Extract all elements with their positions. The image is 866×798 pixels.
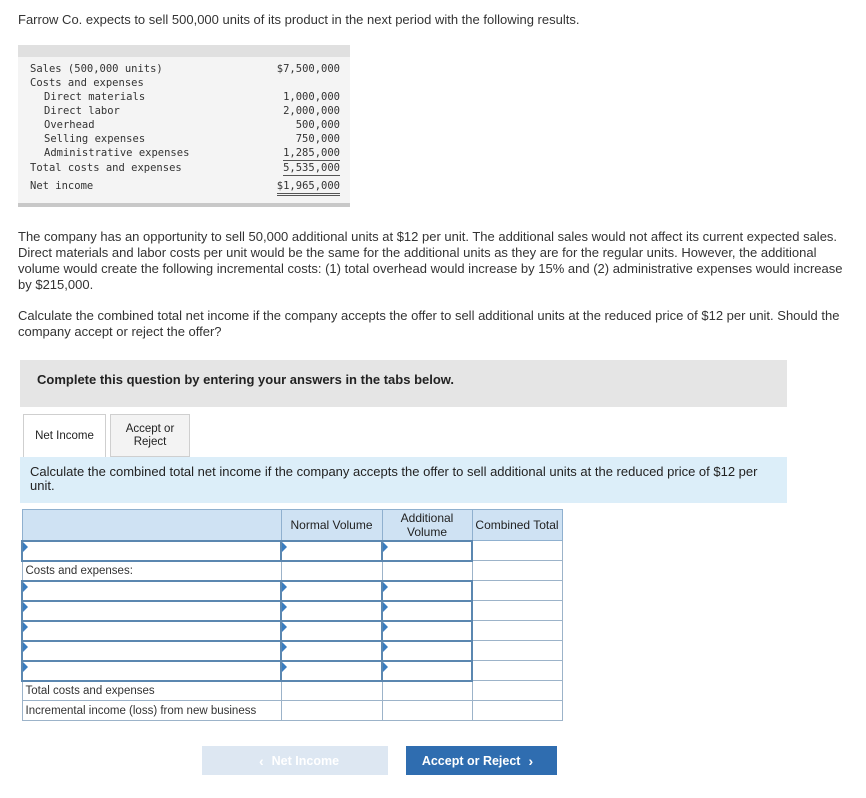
costs-expenses-label: Costs and expenses:	[22, 561, 281, 581]
fin-label: Overhead	[44, 119, 95, 131]
fin-amount: 1,285,000	[283, 147, 340, 159]
combined-total-cell	[472, 541, 562, 561]
fin-label: Administrative expenses	[44, 147, 190, 159]
income-normal-cell	[281, 701, 382, 721]
fin-label: Total costs and expenses	[30, 162, 182, 174]
additional-volume-input[interactable]	[382, 541, 472, 561]
combined-total-cell	[472, 601, 562, 621]
additional-volume-input[interactable]	[382, 621, 472, 641]
fin-label: Sales (500,000 units)	[30, 63, 163, 75]
total-combined-cell	[472, 681, 562, 701]
normal-volume-input[interactable]	[281, 541, 382, 561]
fin-amount: 750,000	[295, 133, 340, 145]
total-normal-cell	[281, 681, 382, 701]
fin-label: Selling expenses	[44, 133, 146, 145]
row-label-select[interactable]	[22, 661, 281, 681]
intro-text: Farrow Co. expects to sell 500,000 units of its product in the next period with the following results.	[18, 12, 580, 27]
empty-cell	[382, 561, 472, 581]
prev-tab-label: Net Income	[271, 753, 340, 768]
fin-row-net	[18, 179, 350, 193]
next-tab-label: Accept or Reject	[421, 753, 521, 768]
normal-volume-input[interactable]	[281, 621, 382, 641]
total-costs-label: Total costs and expenses	[22, 681, 281, 701]
table-row	[22, 581, 562, 601]
additional-volume-input[interactable]	[382, 601, 472, 621]
fin-label: Direct labor	[44, 105, 120, 117]
fin-amount: 5,535,000	[283, 162, 340, 174]
fin-label: Costs and expenses	[30, 77, 144, 89]
table-row	[22, 661, 562, 681]
chevron-right-icon: ›	[528, 752, 534, 769]
normal-volume-input[interactable]	[281, 601, 382, 621]
prev-tab-button[interactable]	[202, 746, 388, 775]
fin-row-sales	[18, 62, 350, 76]
total-additional-cell	[382, 681, 472, 701]
fin-amount: 1,000,000	[283, 91, 340, 103]
incremental-income-label: Incremental income (loss) from new business	[22, 701, 281, 721]
combined-total-cell	[472, 621, 562, 641]
empty-cell	[281, 561, 382, 581]
header-normal-volume: Normal Volume	[281, 510, 382, 541]
next-tab-button[interactable]	[406, 746, 557, 775]
combined-total-cell	[472, 641, 562, 661]
banner-text: Complete this question by entering your answers in the tabs below.	[37, 372, 455, 387]
row-label-select[interactable]	[22, 621, 281, 641]
fin-row-costs	[18, 76, 350, 90]
header-blank	[22, 510, 281, 541]
fin-row-sell	[18, 132, 350, 146]
fin-amount: $1,965,000	[277, 179, 340, 196]
table-row	[22, 701, 562, 721]
fin-label: Net income	[30, 180, 94, 192]
table-row	[22, 621, 562, 641]
fin-row-dl	[18, 104, 350, 118]
combined-total-cell	[472, 581, 562, 601]
fin-row-total	[18, 161, 350, 175]
fin-amount: 2,000,000	[283, 105, 340, 117]
normal-volume-input[interactable]	[281, 581, 382, 601]
row-label-select[interactable]	[22, 541, 281, 561]
tab-net-income[interactable]: Net Income	[23, 414, 106, 457]
table-header-row	[22, 510, 562, 541]
question-paragraph: Calculate the combined total net income if the company accepts the offer to sell additional units at the reduced price of $12 per unit. Should the company accept or reject the offer?	[18, 308, 840, 339]
header-additional-volume: Additional Volume	[382, 510, 472, 541]
fin-amount: $7,500,000	[276, 63, 340, 75]
table-row	[22, 681, 562, 701]
row-label-select[interactable]	[22, 601, 281, 621]
normal-volume-input[interactable]	[281, 641, 382, 661]
empty-cell	[472, 561, 562, 581]
table-row	[22, 561, 562, 581]
instructions-banner	[20, 360, 787, 407]
table-row	[22, 541, 562, 561]
tab-accept-or-reject[interactable]: Accept or Reject	[110, 414, 190, 457]
normal-volume-input[interactable]	[281, 661, 382, 681]
fin-row-oh	[18, 118, 350, 132]
answer-table	[21, 509, 563, 721]
problem-paragraph: The company has an opportunity to sell 50,000 additional units at $12 per unit. The additional sales would not affect its current expected sales. Direct materials and labor costs per unit would be the same for the additional units as they are for the regular units. However, the additional volume would create the following incremental costs: (1) total overhead would increase by 15% and (2) administrative expenses would increase by $215,000.	[18, 229, 843, 292]
fin-label: Direct materials	[44, 91, 146, 103]
table-row	[22, 601, 562, 621]
fin-amount: 500,000	[295, 119, 340, 131]
additional-volume-input[interactable]	[382, 581, 472, 601]
row-label-select[interactable]	[22, 581, 281, 601]
income-combined-cell	[472, 701, 562, 721]
table-row	[22, 641, 562, 661]
combined-total-cell	[472, 661, 562, 681]
header-combined-total: Combined Total	[472, 510, 562, 541]
fin-row-dm	[18, 90, 350, 104]
row-label-select[interactable]	[22, 641, 281, 661]
income-statement	[18, 45, 350, 207]
additional-volume-input[interactable]	[382, 641, 472, 661]
fin-row-admin	[18, 146, 350, 160]
tab-instruction: Calculate the combined total net income if the company accepts the offer to sell additional units at the reduced price of $12 per unit.	[20, 457, 787, 503]
additional-volume-input[interactable]	[382, 661, 472, 681]
chevron-left-icon: ‹	[258, 752, 264, 769]
income-additional-cell	[382, 701, 472, 721]
